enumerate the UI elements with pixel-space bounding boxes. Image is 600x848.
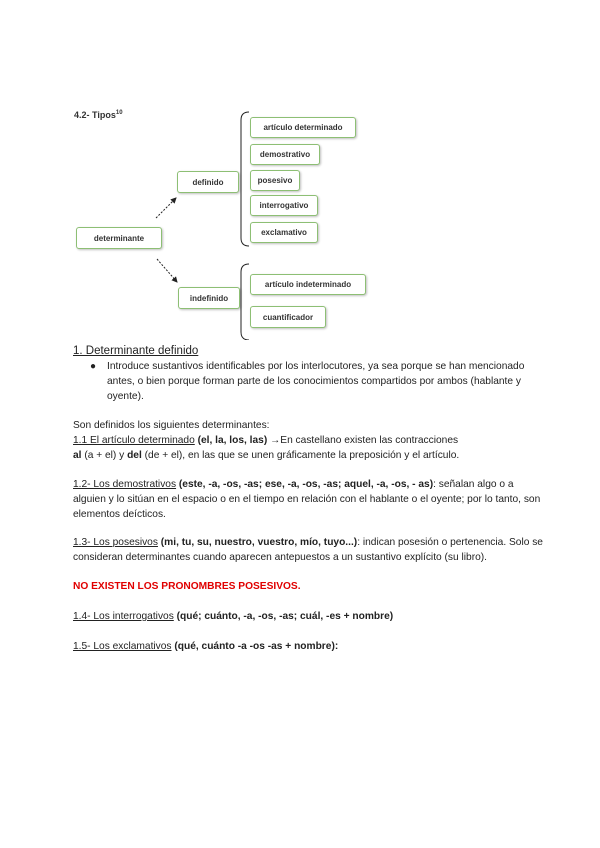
node-determinante: determinante: [76, 227, 162, 249]
paragraph-1-1: 1.1 El artículo determinado (el, la, los, las) →En castellano existen las contracciones al (a + el) y del (de + el), en las que se unen gráficamente la preposición y el artículo.: [73, 435, 460, 461]
paragraph-1-4: 1.4- Los interrogativos (qué; cuánto, -a, -os, -as; cuál, -es + nombre): [73, 611, 394, 622]
node-demostrativo: demostrativo: [250, 144, 320, 165]
node-exclamativo: exclamativo: [250, 222, 318, 243]
node-interrogativo: interrogativo: [250, 195, 318, 216]
label-1-4: 1.4- Los interrogativos: [73, 611, 174, 622]
bracket-indefinido: [241, 264, 249, 340]
node-cuantificador: cuantificador: [250, 306, 326, 328]
section-heading: 4.2- Tipos$^{10}$: [74, 110, 123, 120]
paragraph-1-3: 1.3- Los posesivos (mi, tu, su, nuestro, vuestro, mío, tuyo...): indican posesión o pertenencia. Solo se consideran determinantes cuando aparecen antepuestos a un sustantivo explícito (su libro).: [73, 537, 543, 563]
paragraph-1-5: 1.5- Los exclamativos (qué, cuánto -a -os -as + nombre):: [73, 641, 339, 652]
label-1-5: 1.5- Los exclamativos: [73, 641, 172, 652]
label-1-2: 1.2- Los demostrativos: [73, 479, 177, 490]
label-1-1: 1.1 El artículo determinado: [73, 435, 195, 446]
node-posesivo: posesivo: [250, 170, 300, 191]
bullet-marker: ●: [90, 361, 97, 372]
section-title: 1. Determinante definido: [73, 345, 199, 357]
bullet-text: Introduce sustantivos identificables por los interlocutores, ya sea porque se han mencionado antes, o bien porque forman parte de los conocimientos compartidos por ambos (hablante y oyente).: [107, 361, 525, 402]
arrow-to-definido: [156, 198, 176, 218]
paragraph-1-2: 1.2- Los demostrativos (este, -a, -os, -as; ese, -a, -os, -as; aquel, -a, -os, - as): señalan algo o a alguien y lo sitúan en el espacio o en el tiempo en relación con el hablante o el oyente; por lo tanto, son elementos deícticos.: [73, 479, 541, 520]
node-articulo-indeterminado: artículo indeterminado: [250, 274, 366, 295]
node-indefinido: indefinido: [178, 287, 240, 309]
label-1-3: 1.3- Los posesivos: [73, 537, 158, 548]
node-definido: definido: [177, 171, 239, 193]
arrow-to-indefinido: [157, 259, 177, 282]
node-articulo-determinado: artículo determinado: [250, 117, 356, 138]
bracket-definido: [241, 112, 249, 246]
intro-text: Son definidos los siguientes determinantes:: [73, 420, 270, 431]
warning-text: NO EXISTEN LOS PRONOMBRES POSESIVOS.: [73, 581, 301, 592]
footnote-marker: 10: [115, 110, 123, 116]
